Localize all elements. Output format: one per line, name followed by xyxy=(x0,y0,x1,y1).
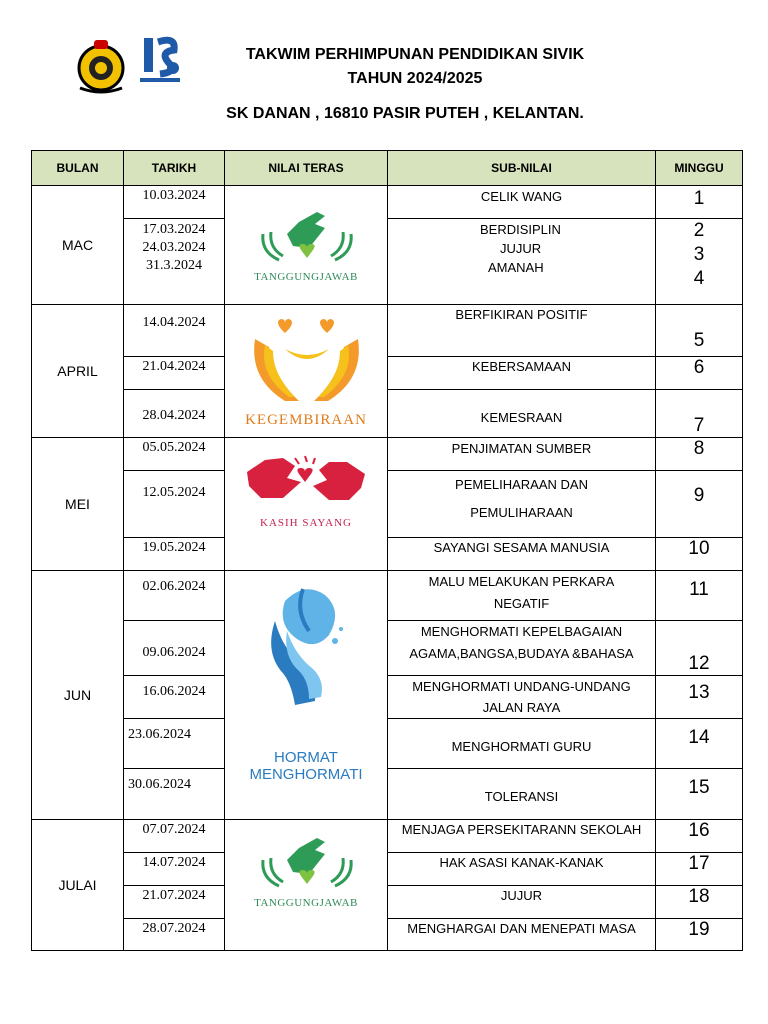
week-cell: 11 xyxy=(656,571,743,621)
week-cell: 15 xyxy=(656,769,743,820)
sub-nilai-text: JUJUR xyxy=(500,241,542,256)
month-cell: JUN xyxy=(32,571,124,820)
water-hands-icon xyxy=(225,581,388,711)
week-cell: 6 xyxy=(656,357,743,390)
sub-nilai-text: CELIK WANG xyxy=(480,189,563,204)
week-cell: 8 xyxy=(656,438,743,471)
week-cell: 19 xyxy=(656,919,743,951)
nilai-label: MENGHORMATI xyxy=(249,766,363,783)
week-cell: 12 xyxy=(656,621,743,676)
date-cell: 23.06.2024 xyxy=(124,719,225,769)
nilai-teras-cell xyxy=(225,820,388,951)
sub-nilai-text: AMANAH xyxy=(488,260,544,275)
nilai-label: HORMAT xyxy=(274,749,338,766)
hand-heart-icon xyxy=(225,830,388,892)
sub-nilai-text: MALU MELAKUKAN PERKARA xyxy=(428,574,615,589)
sub-nilai-cell: MENJAGA PERSEKITARANN SEKOLAH xyxy=(388,820,656,853)
sub-nilai-text: BERDISIPLIN xyxy=(480,222,561,237)
sub-nilai-cell: HAK ASASI KANAK-KANAK xyxy=(388,853,656,886)
nilai-label: TANGGUNGJAWAB xyxy=(254,271,358,283)
school-name: SK DANAN , 16810 PASIR PUTEH , KELANTAN. xyxy=(226,105,584,122)
sub-nilai-cell: MENGHARGAI DAN MENEPATI MASA xyxy=(388,919,656,951)
week-cell: 17 xyxy=(656,853,743,886)
date-cell: 14.07.2024 xyxy=(124,853,225,886)
date-cell: 05.05.2024 xyxy=(124,438,225,471)
week-text: 2 xyxy=(693,220,705,241)
nilai-teras-cell xyxy=(225,438,388,571)
nilai-teras-cell xyxy=(225,186,388,305)
date-text: 24.03.2024 xyxy=(142,240,206,255)
sub-nilai-cell: PENJIMATAN SUMBER xyxy=(388,438,656,471)
month-cell: JULAI xyxy=(32,820,124,951)
schedule-table xyxy=(31,150,743,951)
school-crest-logo xyxy=(72,38,130,96)
date-cell: 02.06.2024 xyxy=(124,571,225,621)
column-header: MINGGU xyxy=(656,151,743,186)
month-cell: APRIL xyxy=(32,305,124,438)
hand-heart-icon xyxy=(225,204,388,266)
date-cell: 09.06.2024 xyxy=(124,621,225,676)
title-line-2: TAHUN 2024/2025 xyxy=(347,70,483,87)
week-cell: 5 xyxy=(656,305,743,357)
sub-nilai-cell xyxy=(388,621,656,676)
week-cell: 7 xyxy=(656,390,743,438)
week-cell: 18 xyxy=(656,886,743,919)
nilai-teras-cell xyxy=(225,305,388,438)
sub-nilai-text: MENGHORMATI UNDANG-UNDANG xyxy=(412,679,631,694)
nilai-teras-cell xyxy=(225,571,388,820)
date-text: 31.3.2024 xyxy=(146,258,202,273)
sub-nilai-cell: BERFIKIRAN POSITIF xyxy=(388,305,656,357)
week-text: 3 xyxy=(693,244,705,265)
table-header-row xyxy=(32,151,743,186)
week-cell: 10 xyxy=(656,538,743,571)
sub-nilai-cell xyxy=(388,571,656,621)
sub-nilai-cell xyxy=(388,186,656,219)
table-row xyxy=(32,820,743,853)
week-cell: 9 xyxy=(656,471,743,538)
week-cell: 1 xyxy=(656,186,743,219)
table-row xyxy=(32,186,743,219)
ministry-logo xyxy=(138,30,182,92)
table-row xyxy=(32,438,743,471)
date-cell: 07.07.2024 xyxy=(124,820,225,853)
date-text: 17.03.2024 xyxy=(142,222,206,237)
title-line-1: TAKWIM PERHIMPUNAN PENDIDIKAN SIVIK xyxy=(245,46,585,63)
sub-nilai-cell: JUJUR xyxy=(388,886,656,919)
date-cell: 16.06.2024 xyxy=(124,676,225,719)
sub-nilai-text: MENGHORMATI KEPELBAGAIAN xyxy=(420,624,623,639)
sub-nilai-text: PEMULIHARAAN xyxy=(470,505,573,520)
sub-nilai-cell xyxy=(388,676,656,719)
sub-nilai-cell: TOLERANSI xyxy=(388,769,656,820)
sub-nilai-cell xyxy=(388,219,656,305)
sub-nilai-cell: KEMESRAAN xyxy=(388,390,656,438)
date-cell: 21.04.2024 xyxy=(124,357,225,390)
sub-nilai-cell: SAYANGI SESAMA MANUSIA xyxy=(388,538,656,571)
sub-nilai-text: JALAN RAYA xyxy=(482,700,561,715)
table-row xyxy=(32,571,743,621)
date-cell: 14.04.2024 xyxy=(124,305,225,357)
sub-nilai-cell xyxy=(388,471,656,538)
week-cell xyxy=(656,219,743,305)
column-header: NILAI TERAS xyxy=(225,151,388,186)
week-cell: 16 xyxy=(656,820,743,853)
table-row xyxy=(32,305,743,357)
sub-nilai-text: PEMELIHARAAN DAN xyxy=(455,477,588,492)
column-header: TARIKH xyxy=(124,151,225,186)
month-cell: MAC xyxy=(32,186,124,305)
sub-nilai-text: NEGATIF xyxy=(493,596,550,611)
sub-nilai-cell: KEBERSAMAAN xyxy=(388,357,656,390)
date-cell xyxy=(124,219,225,305)
date-cell: 10.03.2024 xyxy=(124,186,225,219)
nilai-label: TANGGUNGJAWAB xyxy=(254,897,358,909)
column-header: SUB-NILAI xyxy=(388,151,656,186)
column-header: BULAN xyxy=(32,151,124,186)
nilai-label: KEGEMBIRAAN xyxy=(245,412,367,428)
nilai-label: KASIH SAYANG xyxy=(260,517,352,529)
date-cell: 28.07.2024 xyxy=(124,919,225,951)
week-cell: 14 xyxy=(656,719,743,769)
hands-heart-icon xyxy=(225,452,388,512)
date-cell: 19.05.2024 xyxy=(124,538,225,571)
month-cell: MEI xyxy=(32,438,124,571)
sub-nilai-cell: MENGHORMATI GURU xyxy=(388,719,656,769)
smile-hands-icon xyxy=(225,309,388,407)
date-cell: 21.07.2024 xyxy=(124,886,225,919)
week-text: 4 xyxy=(693,268,705,289)
date-cell: 30.06.2024 xyxy=(124,769,225,820)
date-cell: 12.05.2024 xyxy=(124,471,225,538)
week-cell: 13 xyxy=(656,676,743,719)
date-cell: 28.04.2024 xyxy=(124,390,225,438)
sub-nilai-text: AGAMA,BANGSA,BUDAYA &BAHASA xyxy=(409,646,634,661)
